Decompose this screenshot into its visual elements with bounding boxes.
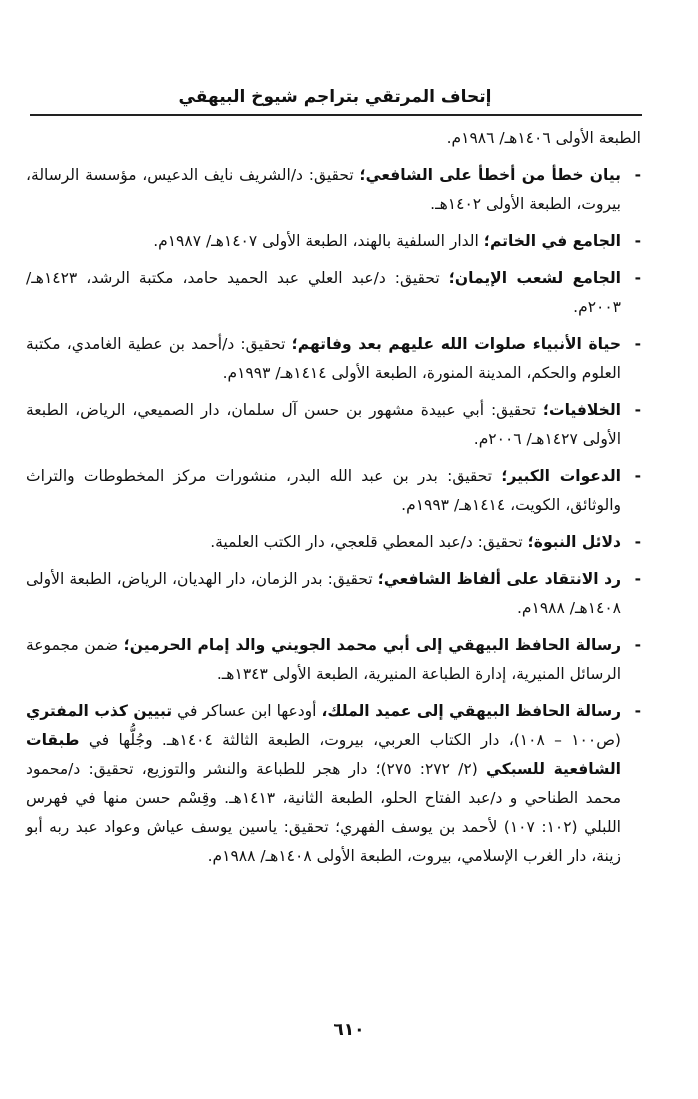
header-rule — [30, 114, 642, 116]
entry-dash: - — [634, 702, 641, 720]
bibliography-entry — [26, 264, 641, 322]
entry-details: (ص١٠٠ – ١٠٨)، دار الكتاب العربي، بيروت، الطبعة الثالثة ١٤٠٤هـ. وجُلُّها في — [79, 731, 621, 749]
page-number: ٦١٠ — [333, 1020, 365, 1040]
bibliography-entry — [26, 227, 641, 256]
entry-title: رسالة الحافظ البيهقي إلى عميد الملك، — [321, 702, 621, 720]
bibliography-entry — [26, 462, 641, 520]
entry-details: تحقيق: بدر بن عبد الله البدر، منشورات مركز المخطوطات والتراث والوثائق، الكويت، ١٤١٤هـ/ ١٩٩٣م. — [26, 467, 621, 514]
entry-title: الجامع في الخاتم؛ — [483, 232, 621, 250]
entry-details: تحقيق: د/عبد المعطي قلعجي، دار الكتب العلمية. — [210, 533, 528, 551]
bibliography-entry-last — [26, 697, 641, 871]
entry-details: تحقيق: د/أحمد بن عطية الغامدي، مكتبة العلوم والحكم، المدينة المنورة، الطبعة الأولى ١٤١٤هـ/ ١٩٩٣م. — [26, 335, 621, 382]
entry-dash: - — [634, 166, 641, 184]
bibliography-entry — [26, 330, 641, 388]
entry-title: الخلافيات؛ — [542, 401, 621, 419]
continuation-line: الطبعة الأولى ١٤٠٦هـ/ ١٩٨٦م. — [446, 129, 641, 147]
entry-dash: - — [634, 636, 641, 654]
cited-book-title: تبيين كذب المفتري — [26, 702, 173, 720]
running-header: إتحاف المرتقي بتراجم شيوخ البيهقي — [178, 87, 492, 107]
bibliography-entry — [26, 396, 641, 454]
bibliography-entry — [26, 631, 641, 689]
entry-details: ضمن مجموعة الرسائل المنيرية، إدارة الطباعة المنيرية، الطبعة الأولى ١٣٤٣هـ. — [26, 636, 621, 683]
entry-details: (٢/ ٢٧٢: ٢٧٥)؛ دار هجر للطباعة والنشر والتوزيع، تحقيق: د/محمود محمد الطناحي و د/عبد الفتاح الحلو، الطبعة الثانية، ١٤١٣هـ. وقِسْم حسن منها في فهرس اللبلي (١٠٢: ١٠٧) لأحمد بن يوسف الفهري؛ تحقيق: ياسين يوسف عياش وعواد عبد ربه أبو زينة، دار الغرب الإسلامي، بيروت، الطبعة الأولى ١٤٠٨هـ/ ١٩٨٨م. — [26, 760, 621, 865]
entry-details: أودعها ابن عساكر في — [172, 702, 322, 720]
bibliography-entry — [26, 161, 641, 219]
entry-dash: - — [634, 401, 641, 419]
body-text — [26, 124, 641, 879]
entry-details: تحقيق: د/عبد العلي عبد الحميد حامد، مكتبة الرشد، ١٤٢٣هـ/ ٢٠٠٣م. — [26, 269, 621, 316]
entry-details: تحقيق: بدر الزمان، دار الهديان، الرياض، الطبعة الأولى ١٤٠٨هـ/ ١٩٨٨م. — [26, 570, 621, 617]
entry-title: الجامع لشعب الإيمان؛ — [448, 269, 621, 287]
entry-details: تحقيق: د/الشريف نايف الدعيس، مؤسسة الرسالة، بيروت، الطبعة الأولى ١٤٠٢هـ. — [26, 166, 621, 213]
entry-title: رسالة الحافظ البيهقي إلى أبي محمد الجويني والد إمام الحرمين؛ — [123, 636, 621, 654]
bibliography-entry — [26, 528, 641, 557]
entry-dash: - — [634, 232, 641, 250]
entry-title: الدعوات الكبير؛ — [501, 467, 621, 485]
entry-title: دلائل النبوة؛ — [527, 533, 621, 551]
entry-title: حياة الأنبياء صلوات الله عليهم بعد وفاتهم؛ — [291, 335, 621, 353]
entry-dash: - — [634, 533, 641, 551]
entry-dash: - — [634, 467, 641, 485]
cited-book-title: طبقات الشافعية للسبكي — [26, 731, 621, 778]
entry-title: بيان خطأ من أخطأ على الشافعي؛ — [359, 166, 621, 184]
entry-details: الدار السلفية بالهند، الطبعة الأولى ١٤٠٧هـ/ ١٩٨٧م. — [153, 232, 484, 250]
entry-dash: - — [634, 269, 641, 287]
bibliography-entry — [26, 565, 641, 623]
entry-details: تحقيق: أبي عبيدة مشهور بن حسن آل سلمان، دار الصميعي، الرياض، الطبعة الأولى ١٤٢٧هـ/ ٢٠٠٦م. — [26, 401, 621, 448]
entry-dash: - — [634, 570, 641, 588]
entry-dash: - — [634, 335, 641, 353]
entry-title: رد الانتقاد على ألفاظ الشافعي؛ — [377, 570, 621, 588]
